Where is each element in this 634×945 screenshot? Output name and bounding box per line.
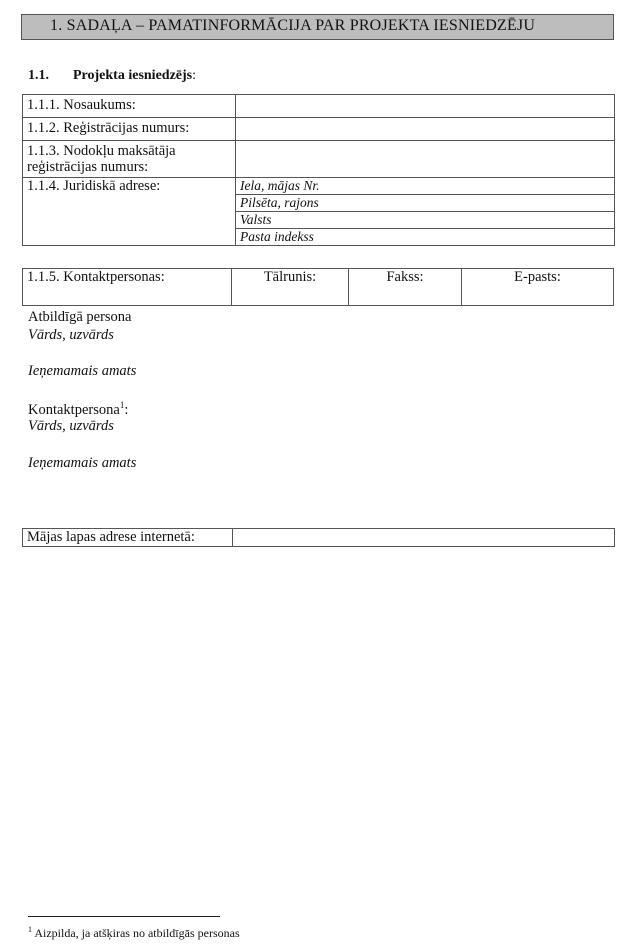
address-country-field[interactable]: Valsts xyxy=(236,212,615,229)
website-value-field[interactable] xyxy=(233,529,615,547)
contact-person-heading xyxy=(28,400,128,419)
footnote-marker: 1 xyxy=(28,925,32,934)
section-header-title: 1. SADAĻA – PAMATINFORMĀCIJA PAR PROJEKTA IESNIEDZĒJU xyxy=(50,17,536,34)
responsible-position-field[interactable]: Ieņemamais amats xyxy=(28,363,137,379)
footnote xyxy=(28,925,240,941)
contacts-label: 1.1.5. Kontaktpersonas: xyxy=(23,269,232,306)
website-table xyxy=(22,528,615,547)
contact-person-heading-text: Kontaktpersona xyxy=(28,401,120,418)
phone-field[interactable]: Tālrunis: xyxy=(232,269,349,306)
contact-person-colon: : xyxy=(124,401,129,418)
website-label: Mājas lapas adrese internetā: xyxy=(23,529,233,547)
address-label: 1.1.4. Juridiskā adrese: xyxy=(23,178,236,246)
subsection-number: 1.1. xyxy=(28,68,49,83)
footnote-divider xyxy=(28,916,220,917)
address-postcode-field[interactable]: Pasta indekss xyxy=(236,229,615,246)
reg-number-label: 1.1.2. Reģistrācijas numurs: xyxy=(23,118,236,141)
applicant-table xyxy=(22,94,615,246)
table-row xyxy=(23,95,615,118)
reg-number-value-field[interactable] xyxy=(236,118,615,141)
table-row xyxy=(23,269,614,306)
table-row xyxy=(23,529,615,547)
subsection-title-colon: : xyxy=(192,68,196,83)
responsible-name-field[interactable]: Vārds, uzvārds xyxy=(28,327,114,343)
subsection-title xyxy=(73,68,196,84)
table-row xyxy=(23,178,615,195)
address-street-field[interactable]: Iela, mājas Nr. xyxy=(236,178,615,195)
contact-person-position-field[interactable]: Ieņemamais amats xyxy=(28,455,137,471)
address-city-field[interactable]: Pilsēta, rajons xyxy=(236,195,615,212)
table-row xyxy=(23,141,615,178)
table-row xyxy=(23,118,615,141)
subsection-title-text: Projekta iesniedzējs xyxy=(73,68,193,83)
tax-number-value-field[interactable] xyxy=(236,141,615,178)
email-field[interactable]: E-pasts: xyxy=(462,269,614,306)
name-value-field[interactable] xyxy=(236,95,615,118)
fax-field[interactable]: Fakss: xyxy=(349,269,462,306)
footnote-ref: 1 xyxy=(119,400,125,410)
contact-person-name-field[interactable]: Vārds, uzvārds xyxy=(28,418,114,434)
footnote-text: Aizpilda, ja atšķiras no atbildīgās personas xyxy=(32,926,240,940)
tax-number-label: 1.1.3. Nodokļu maksātāja reģistrācijas numurs: xyxy=(23,141,236,178)
responsible-heading: Atbildīgā persona xyxy=(28,309,132,325)
name-label: 1.1.1. Nosaukums: xyxy=(23,95,236,118)
contacts-table xyxy=(22,268,614,306)
